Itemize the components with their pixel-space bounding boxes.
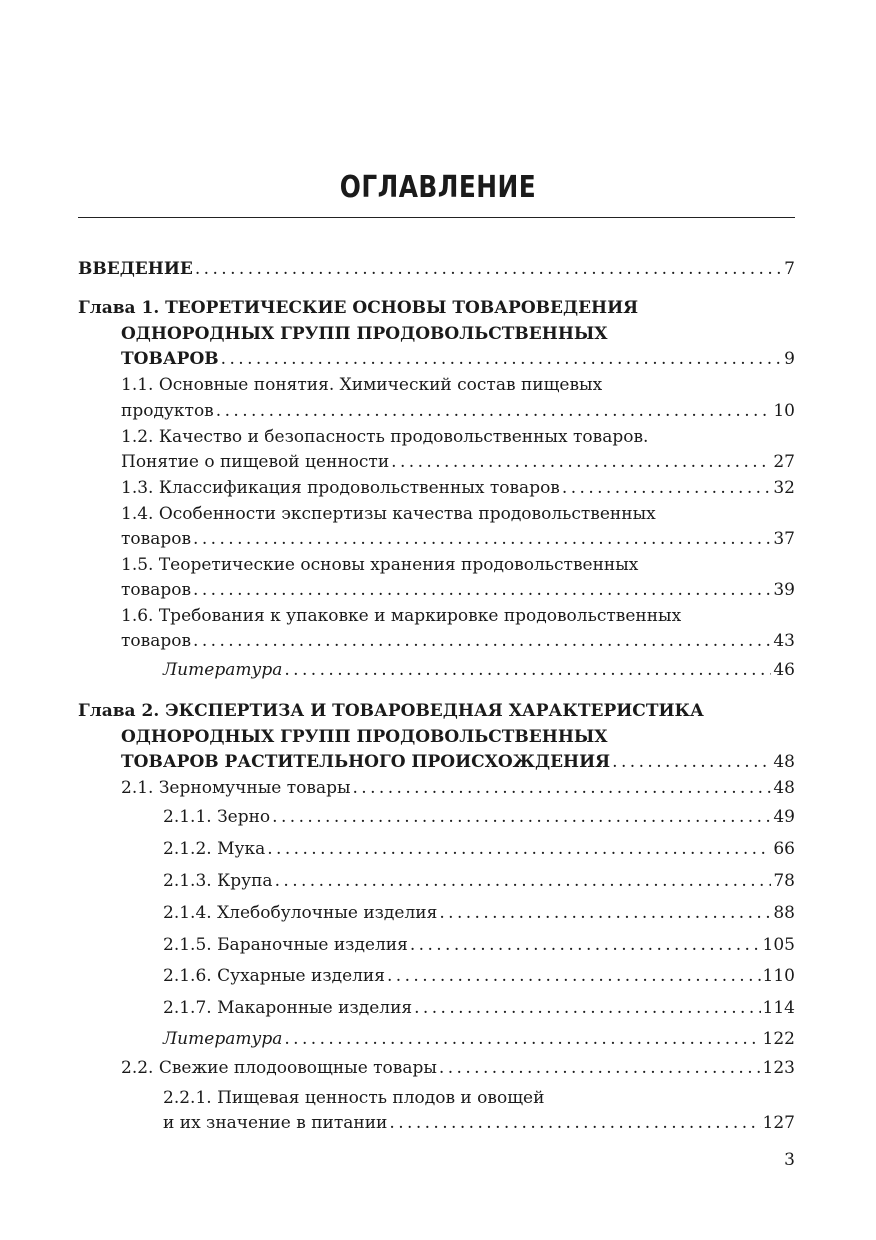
dot-leader — [193, 526, 771, 552]
chapter-2-heading-line-1: Глава 2. ЭКСПЕРТИЗА И ТОВАРОВЕДНАЯ ХАРАКТЕРИСТИКА — [78, 701, 704, 721]
toc-entry-page: 27 — [773, 452, 795, 472]
toc-entry-1-5 — [121, 577, 795, 603]
toc-entry-label: 2.2. Свежие плодоовощные товары — [121, 1058, 437, 1078]
toc-entry-page: 123 — [762, 1058, 795, 1078]
dot-leader — [267, 836, 771, 862]
toc-entry-page: 127 — [762, 1113, 795, 1133]
toc-entry-label: 2.1.6. Сухарные изделия — [163, 966, 385, 986]
dot-leader — [391, 449, 771, 475]
toc-entry-2-1-1 — [163, 804, 795, 830]
toc-entry-1-1-line-1: 1.1. Основные понятия. Химический состав пищевых — [121, 375, 603, 395]
toc-entry-page: 48 — [773, 778, 795, 798]
toc-entry-2-1 — [121, 775, 795, 801]
dot-leader — [216, 398, 772, 424]
toc-entry-2-1-4 — [163, 900, 795, 926]
toc-entry-label: ВВЕДЕНИЕ — [78, 259, 193, 279]
toc-entry-2-2-1 — [163, 1110, 795, 1136]
dot-leader — [275, 868, 772, 894]
dot-leader — [284, 1026, 760, 1052]
dot-leader — [439, 900, 771, 926]
toc-entry-1-5-line-1: 1.5. Теоретические основы хранения продовольственных — [121, 555, 639, 575]
toc-entry-2-2 — [121, 1055, 795, 1081]
toc-entry-page: 49 — [773, 807, 795, 827]
toc-entry-page: 48 — [773, 752, 795, 772]
toc-entry-2-1-3 — [163, 868, 795, 894]
toc-entry-label: 2.1.2. Мука — [163, 839, 266, 859]
dot-leader — [193, 628, 771, 654]
toc-entry-2-1-7 — [163, 995, 795, 1021]
dot-leader — [612, 749, 771, 775]
toc-entry-label: 2.1.4. Хлебобулочные изделия — [163, 903, 438, 923]
toc-entry-2-1-2 — [163, 836, 795, 862]
toc-entry-2-1-5 — [163, 932, 795, 958]
toc-entry-literature-1 — [163, 657, 795, 683]
toc-entry-label: ТОВАРОВ — [121, 349, 219, 369]
dot-leader — [410, 932, 761, 958]
page-number: 3 — [784, 1150, 795, 1170]
toc-entry-page: 37 — [773, 529, 795, 549]
toc-entry-1-1 — [121, 398, 795, 424]
dot-leader — [193, 577, 771, 603]
toc-entry-1-3 — [121, 475, 795, 501]
toc-entry-page: 88 — [773, 903, 795, 923]
toc-entry-label: 2.1. Зерномучные товары — [121, 778, 351, 798]
toc-entry-page: 110 — [762, 966, 795, 986]
toc-entry-1-2 — [121, 449, 795, 475]
toc-entry-label: ТОВАРОВ РАСТИТЕЛЬНОГО ПРОИСХОЖДЕНИЯ — [121, 752, 611, 772]
toc-entry-page: 46 — [773, 660, 795, 680]
toc-entry-2-1-6 — [163, 963, 795, 989]
chapter-1-heading-line-2: ОДНОРОДНЫХ ГРУПП ПРОДОВОЛЬСТВЕННЫХ — [121, 324, 608, 344]
toc-entry-1-4 — [121, 526, 795, 552]
toc-entry-page: 39 — [773, 580, 795, 600]
dot-leader — [387, 963, 761, 989]
toc-entry-1-4-line-1: 1.4. Особенности экспертизы качества продовольственных — [121, 504, 656, 524]
toc-entry-page: 66 — [773, 839, 795, 859]
chapter-2-heading-line-2: ОДНОРОДНЫХ ГРУПП ПРОДОВОЛЬСТВЕННЫХ — [121, 727, 608, 747]
dot-leader — [284, 657, 771, 683]
toc-entry-label: товаров — [121, 529, 192, 549]
toc-entry-page: 78 — [773, 871, 795, 891]
dot-leader — [221, 346, 783, 372]
toc-entry-label: 1.3. Классификация продовольственных товаров — [121, 478, 560, 498]
toc-entry-label: товаров — [121, 631, 192, 651]
dot-leader — [414, 995, 760, 1021]
dot-leader — [439, 1055, 761, 1081]
toc-entry-page: 32 — [773, 478, 795, 498]
dot-leader — [195, 256, 782, 282]
toc-entry-page: 9 — [784, 349, 795, 369]
toc-entry-label: 2.1.5. Бараночные изделия — [163, 935, 408, 955]
dot-leader — [272, 804, 771, 830]
toc-entry-page: 43 — [773, 631, 795, 651]
toc-entry-label: 2.1.7. Макаронные изделия — [163, 998, 413, 1018]
title-divider — [78, 217, 795, 218]
toc-entry-page: 7 — [784, 259, 795, 279]
toc-entry-label: продуктов — [121, 401, 214, 421]
dot-leader — [353, 775, 772, 801]
toc-entry-literature-2 — [163, 1026, 795, 1052]
toc-entry-page: 114 — [762, 998, 795, 1018]
chapter-2-heading-line-3 — [121, 749, 795, 775]
toc-entry-label: 2.1.1. Зерно — [163, 807, 271, 827]
chapter-1-heading-line-1: Глава 1. ТЕОРЕТИЧЕСКИЕ ОСНОВЫ ТОВАРОВЕДЕНИЯ — [78, 298, 639, 318]
toc-entry-1-2-line-1: 1.2. Качество и безопасность продовольственных товаров. — [121, 427, 649, 447]
toc-entry-label: Понятие о пищевой ценности — [121, 452, 390, 472]
toc-entry-page: 10 — [773, 401, 795, 421]
dot-leader — [562, 475, 771, 501]
toc-entry-label: Литература — [163, 660, 283, 680]
dot-leader — [389, 1110, 760, 1136]
toc-entry-label: 2.1.3. Крупа — [163, 871, 273, 891]
toc-entry-2-2-1-line-1: 2.2.1. Пищевая ценность плодов и овощей — [163, 1088, 545, 1108]
toc-entry-1-6 — [121, 628, 795, 654]
chapter-1-heading-line-3 — [121, 346, 795, 372]
toc-entry-introduction — [78, 256, 795, 282]
page-title: ОГЛАВЛЕНИЕ — [339, 170, 537, 205]
toc-entry-1-6-line-1: 1.6. Требования к упаковке и маркировке продовольственных — [121, 606, 682, 626]
toc-entry-label: товаров — [121, 580, 192, 600]
toc-entry-label: Литература — [163, 1029, 283, 1049]
toc-entry-page: 122 — [762, 1029, 795, 1049]
toc-entry-label: и их значение в питании — [163, 1113, 388, 1133]
toc-entry-page: 105 — [762, 935, 795, 955]
